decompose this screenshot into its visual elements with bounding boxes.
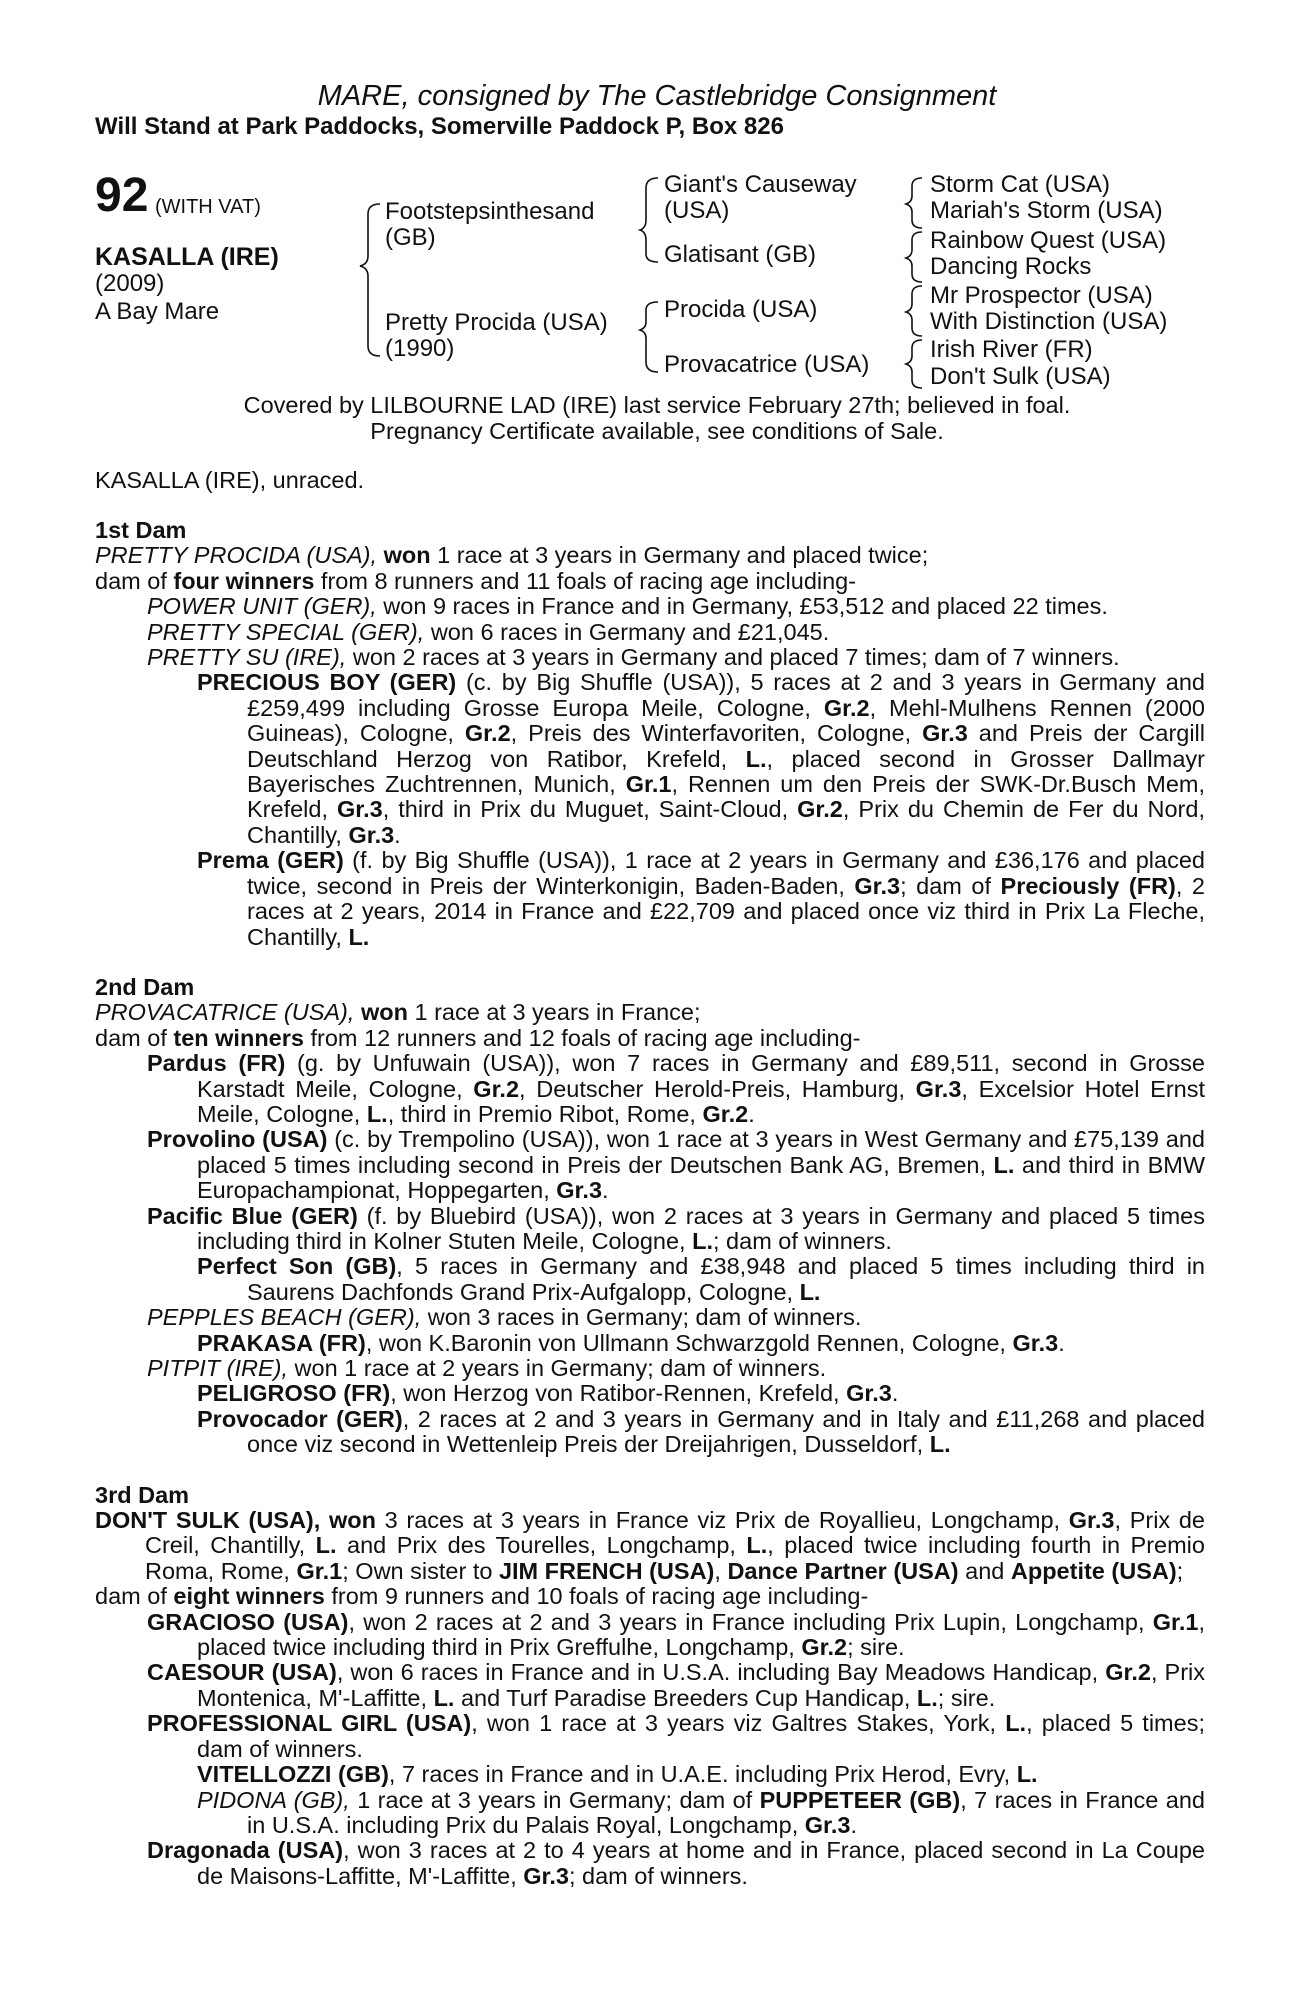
section-heading-3rd-dam: 3rd Dam — [95, 1481, 190, 1508]
pregnancy-certificate-notice: Pregnancy Certificate available, see conditions of Sale. — [370, 418, 944, 444]
consignment-title: MARE, consigned by The Castlebridge Consignment — [317, 80, 997, 112]
offspring-caesour: CAESOUR (USA), won 6 races in France and in U.S.A. including Bay Meadows Handicap, Gr.2, Prix Montenica, M'-Laffitte, L. and Turf Paradise Breeders Cup Handicap, L.; sire. — [147, 1659, 1206, 1711]
offspring-gracioso: GRACIOSO (USA), won 2 races at 2 and 3 years in France including Prix Lupin, Longchamp, Gr.1, placed twice including third in Prix Greffulhe, Longchamp, Gr.2; sire. — [147, 1608, 1205, 1661]
second-dam-produce: dam of ten winners from 12 runners and 12 foals of racing age including- — [95, 1024, 861, 1051]
offspring-pepples-beach: PEPPLES BEACH (GER), won 3 races in Germany; dam of winners. — [147, 1304, 862, 1331]
race-record: KASALLA (IRE), unraced. — [95, 467, 365, 493]
section-heading-2nd-dam: 2nd Dam — [95, 973, 195, 1000]
brace-gen2-dam — [640, 302, 658, 372]
offspring-dragonada: Dragonada (USA), won 3 races at 2 to 4 years at home and in France, placed second in La Coupe de Maisons-Laffitte, M'-Laffitte, Gr.3; dam of winners. — [147, 1837, 1205, 1889]
third-dam-summary: DON'T SULK (USA), won 3 races at 3 years in France viz Prix de Royallieu, Longchamp, Gr.3, Prix de Creil, Chantilly, L. and Prix des Tourelles, Longchamp, L., placed twice including fourth in Premio Roma, Rome, Gr.1; Own sister to JIM FRENCH (USA), Dance Partner (USA) and Appetite (USA); — [95, 1507, 1205, 1584]
covered-notice: Covered by LILBOURNE LAD (IRE) last service February 27th; believed in foal. — [243, 392, 1071, 418]
offspring-pidona: PIDONA (GB), 1 race at 3 years in Germany; dam of PUPPETEER (GB), 7 races in France and in U.S.A. including Prix du Palais Royal, Longchamp, Gr.3. — [197, 1786, 1205, 1838]
offspring-provolino: Provolino (USA) (c. by Trempolino (USA)), won 1 race at 3 years in West Germany and £75,139 and placed 5 times including second in Preis der Deutschen Bank AG, Bremen, L. and third in BMW Europachampionat, Hoppegarten, Gr.3. — [147, 1126, 1206, 1204]
offspring-pacific-blue: Pacific Blue (GER) (f. by Bluebird (USA)), won 2 races at 3 years in Germany and placed 5 times including third in Kolner Stuten Meile, Cologne, L.; dam of winners. — [147, 1202, 1205, 1254]
first-dam-produce: dam of four winners from 8 runners and 11 foals of racing age including- — [95, 567, 857, 594]
pedigree-sss: Storm Cat (USA) — [930, 171, 1111, 198]
horse-description: A Bay Mare — [95, 298, 220, 325]
brace-gen2-sire — [640, 178, 658, 262]
offspring-pretty-su: PRETTY SU (IRE), won 2 races at 3 years in Germany and placed 7 times; dam of 7 winners. — [147, 644, 1120, 671]
brace-gen3-1 — [906, 178, 922, 228]
offspring-prema: Prema (GER) (f. by Big Shuffle (USA)), 1 race at 2 years in Germany and £36,176 and placed twice, second in Preis der Winterkonigin, Baden-Baden, Gr.3; dam of Preciously (FR), 2 races at 2 years, 2014 in France and £22,709 and placed once viz third in Prix La Fleche, Chantilly, L. — [197, 847, 1205, 950]
brace-gen3-3 — [906, 286, 922, 336]
vat-label: (WITH VAT) — [155, 196, 261, 218]
brace-gen3-2 — [906, 232, 922, 282]
pedigree-dam: Pretty Procida (USA) (1990) — [385, 309, 608, 362]
offspring-provocador: Provocador (GER), 2 races at 2 and 3 years in Germany and in Italy and £11,268 and placed once viz second in Wettenleip Preis der Dreijahrigen, Dusseldorf, L. — [197, 1405, 1205, 1458]
pedigree-dss: Mr Prospector (USA) — [930, 282, 1153, 309]
brace-gen1 — [360, 204, 380, 356]
offspring-perfect-son: Perfect Son (GB), 5 races in Germany and £38,948 and placed 5 times including third in Saurens Dachfonds Grand Prix-Aufgalopp, Cologne, L. — [197, 1253, 1205, 1305]
pedigree-dam-sire: Procida (USA) — [664, 296, 818, 323]
offspring-vitellozzi: VITELLOZZI (GB), 7 races in France and in U.A.E. including Prix Herod, Evry, L. — [197, 1761, 1038, 1788]
lot-number: 92 — [95, 169, 149, 222]
pedigree-sire-sire: Giant's Causeway (USA) — [664, 171, 857, 224]
pedigree-dam-dam: Provacatrice (USA) — [664, 351, 870, 378]
pedigree-dds: Irish River (FR) — [930, 336, 1093, 363]
second-dam-summary: PROVACATRICE (USA), won 1 race at 3 years in France; — [95, 999, 701, 1026]
offspring-professional-girl: PROFESSIONAL GIRL (USA), won 1 race at 3 years viz Galtres Stakes, York, L., placed 5 times; dam of winners. — [147, 1710, 1205, 1762]
horse-name: KASALLA (IRE) — [95, 243, 279, 271]
pedigree-sire-dam: Glatisant (GB) — [664, 241, 817, 268]
offspring-precious-boy: PRECIOUS BOY (GER) (c. by Big Shuffle (USA)), 5 races at 2 and 3 years in Germany and £259,499 including Grosse Europa Meile, Cologne, Gr.2, Mehl-Mulhens Rennen (2000 Guineas), Cologne, Gr.2, Preis des Winterfavoriten, Cologne, Gr.3 and Preis der Cargill Deutschland Herzog von Ratibor, Krefeld, L., placed second in Grosser Dallmayr Bayerisches Zuchtrennen, Munich, Gr.1, Rennen um den Preis der SWK-Dr.Busch Mem, Krefeld, Gr.3, third in Prix du Muguet, Saint-Cloud, Gr.2, Prix du Chemin de Fer du Nord, Chantilly, Gr.3. — [197, 669, 1206, 848]
offspring-peligroso: PELIGROSO (FR), won Herzog von Ratibor-Rennen, Krefeld, Gr.3. — [197, 1380, 899, 1407]
pedigree-dsd: With Distinction (USA) — [930, 308, 1168, 335]
offspring-pardus: Pardus (FR) (g. by Unfuwain (USA)), won 7 races in Germany and £89,511, second in Grosse Karstadt Meile, Cologne, Gr.2, Deutscher Herold-Preis, Hamburg, Gr.3, Excelsior Hotel Ernst Meile, Cologne, L., third in Premio Ribot, Rome, Gr.2. — [147, 1050, 1205, 1127]
pedigree-ddd: Don't Sulk (USA) — [930, 363, 1111, 390]
pedigree-sdd: Dancing Rocks — [930, 253, 1092, 280]
offspring-prakasa: PRAKASA (FR), won K.Baronin von Ullmann Schwarzgold Rennen, Cologne, Gr.3. — [197, 1329, 1065, 1356]
pedigree-sds: Rainbow Quest (USA) — [930, 227, 1167, 254]
offspring-pitpit: PITPIT (IRE), won 1 race at 2 years in Germany; dam of winners. — [147, 1355, 827, 1381]
first-dam-summary: PRETTY PROCIDA (USA), won 1 race at 3 years in Germany and placed twice; — [95, 542, 929, 569]
stand-location: Will Stand at Park Paddocks, Somerville Paddock P, Box 826 — [95, 113, 784, 140]
section-heading-1st-dam: 1st Dam — [95, 517, 187, 543]
pedigree-ssd: Mariah's Storm (USA) — [930, 197, 1163, 224]
pedigree-sire: Footstepsinthesand (GB) — [385, 198, 595, 251]
brace-gen3-4 — [906, 340, 922, 388]
horse-year: (2009) — [95, 270, 165, 297]
offspring-power-unit: POWER UNIT (GER), won 9 races in France and in Germany, £53,512 and placed 22 times. — [147, 593, 1108, 620]
offspring-pretty-special: PRETTY SPECIAL (GER), won 6 races in Germany and £21,045. — [147, 618, 830, 645]
produce-record — [95, 518, 1205, 1889]
third-dam-produce: dam of eight winners from 9 runners and 10 foals of racing age including- — [95, 1583, 869, 1610]
